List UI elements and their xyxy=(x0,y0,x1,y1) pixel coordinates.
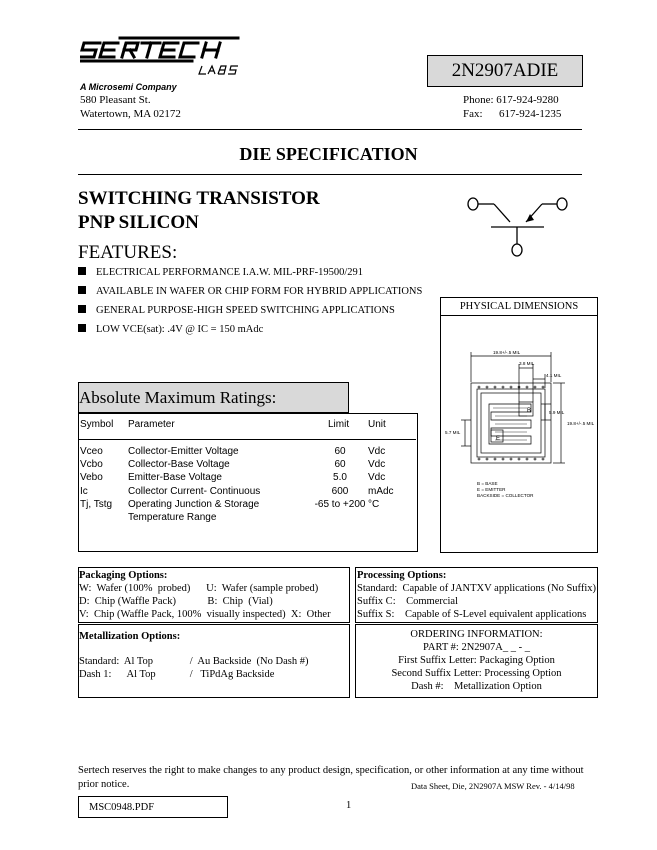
table-cell: °C xyxy=(368,499,380,510)
packaging-line: D: Chip (Waffle Pack) B: Chip (Vial) xyxy=(79,596,273,607)
ordering-line: First Suffix Letter: Packaging Option xyxy=(398,655,555,666)
table-cell: mAdc xyxy=(368,486,394,497)
metallization-options-box xyxy=(78,624,350,698)
processing-line: Suffix C: Commercial xyxy=(357,596,459,607)
divider xyxy=(78,129,582,130)
processing-line: Suffix S: Capable of S-Level equivalent applications xyxy=(357,609,587,620)
dim-label: 5.9 MIL xyxy=(549,410,565,415)
table-cell: Vdc xyxy=(368,446,386,457)
product-line2: PNP SILICON xyxy=(78,212,199,233)
ordering-info-box xyxy=(355,624,598,698)
processing-line: Standard: Capable of JANTXV applications (No Suffix) xyxy=(357,583,597,594)
page-title: DIE SPECIFICATION xyxy=(239,144,418,164)
bullet-icon xyxy=(78,305,86,313)
table-cell: Collector-Base Voltage xyxy=(128,459,230,470)
table-cell: Collector Current- Continuous xyxy=(128,486,261,497)
table-cell: Vceo xyxy=(80,446,103,457)
table-cell: Collector-Emitter Voltage xyxy=(128,446,239,457)
table-cell: 600 xyxy=(331,486,349,497)
col-parameter: Parameter xyxy=(128,419,175,430)
metallization-heading: Metallization Options: xyxy=(79,631,181,642)
parent-company: A Microsemi Company xyxy=(80,82,177,92)
legend-line: BACKSIDE = COLLECTOR xyxy=(477,493,534,498)
table-cell: Vebo xyxy=(80,472,103,483)
bullet-icon xyxy=(78,286,86,294)
disclaimer: Sertech reserves the right to make changes to any product design, specification, or other information at any time without xyxy=(78,765,584,776)
file-name-box: MSC0948.PDF xyxy=(78,796,228,818)
features-heading: FEATURES: xyxy=(78,242,178,263)
feature-item: GENERAL PURPOSE-HIGH SPEED SWITCHING APPLICATIONS xyxy=(78,305,395,316)
phone: Phone: 617-924-9280 xyxy=(463,94,559,106)
dim-label: 4.1 MIL xyxy=(546,373,562,378)
legend-line: B = BASE xyxy=(477,481,498,486)
dim-label: 5.7 MIL xyxy=(445,430,461,435)
packaging-options-box xyxy=(78,567,350,623)
table-cell: Vcbo xyxy=(80,459,103,470)
col-unit: Unit xyxy=(368,419,386,430)
dim-label: 19.8+/-.5 MIL xyxy=(567,421,595,426)
product-line1: SWITCHING TRANSISTOR xyxy=(78,188,320,209)
table-cell: Vdc xyxy=(368,472,386,483)
divider xyxy=(78,174,582,175)
address-line2: Watertown, MA 02172 xyxy=(80,108,181,120)
bullet-icon xyxy=(78,324,86,332)
datasheet-reference: Data Sheet, Die, 2N2907A MSW Rev. - 4/14/98 xyxy=(411,781,575,791)
fax: Fax: 617-924-1235 xyxy=(463,108,562,120)
table-cell: Ic xyxy=(80,486,88,497)
table-cell: Vdc xyxy=(368,459,386,470)
feature-item: AVAILABLE IN WAFER OR CHIP FORM FOR HYBRID APPLICATIONS xyxy=(78,286,422,297)
col-limit: Limit xyxy=(328,419,350,430)
table-cell: -65 to +200 xyxy=(314,499,366,510)
company-logo xyxy=(80,34,240,76)
table-cell: 60 xyxy=(334,446,346,457)
physical-dimensions-heading: PHYSICAL DIMENSIONS xyxy=(440,297,598,316)
table-cell: Tj, Tstg xyxy=(80,499,113,510)
table-cell: Emitter-Base Voltage xyxy=(128,472,222,483)
amr-heading: Absolute Maximum Ratings: xyxy=(78,382,349,413)
ordering-line: Dash #: Metallization Option xyxy=(411,681,542,692)
dim-label: 3.8 MIL xyxy=(519,361,535,366)
address-line1: 580 Pleasant St. xyxy=(80,94,151,106)
ordering-line: Second Suffix Letter: Processing Option xyxy=(391,668,562,679)
table-cell: 5.0 xyxy=(333,472,347,483)
feature-item: LOW VCE(sat): .4V @ IC = 150 mAdc xyxy=(78,324,263,335)
chip-label: B xyxy=(527,408,532,414)
disclaimer: prior notice. xyxy=(78,779,130,790)
feature-item: ELECTRICAL PERFORMANCE I.A.W. MIL-PRF-19500/291 xyxy=(78,267,363,278)
table-cell: Temperature Range xyxy=(128,512,217,523)
metallization-line: Standard: Al Top / Au Backside (No Dash #) xyxy=(79,656,309,667)
chip-label: E xyxy=(496,436,501,442)
packaging-heading: Packaging Options: xyxy=(79,570,168,581)
table-cell: 60 xyxy=(334,459,346,470)
physical-dimensions-panel xyxy=(440,315,598,553)
table-cell: Operating Junction & Storage xyxy=(128,499,260,510)
processing-options-box xyxy=(355,567,598,623)
packaging-line: V: Chip (Waffle Pack, 100% visually inspected) X: Other xyxy=(79,609,331,620)
dim-label: 19.8+/-.5 MIL xyxy=(493,350,521,355)
packaging-line: W: Wafer (100% probed) U: Wafer (sample probed) xyxy=(79,583,319,594)
transistor-symbol-icon xyxy=(466,193,576,259)
metallization-line: Dash 1: Al Top / TiPdAg Backside xyxy=(79,669,275,680)
bullet-icon xyxy=(78,267,86,275)
ordering-line: PART #: 2N2907A_ _ - _ xyxy=(422,642,530,653)
ordering-line: ORDERING INFORMATION: xyxy=(410,629,543,640)
page-number: 1 xyxy=(346,800,352,811)
processing-heading: Processing Options: xyxy=(357,570,447,581)
col-symbol: Symbol xyxy=(80,419,114,430)
part-number-box: 2N2907ADIE xyxy=(427,55,583,87)
legend-line: E = EMITTER xyxy=(477,487,506,492)
